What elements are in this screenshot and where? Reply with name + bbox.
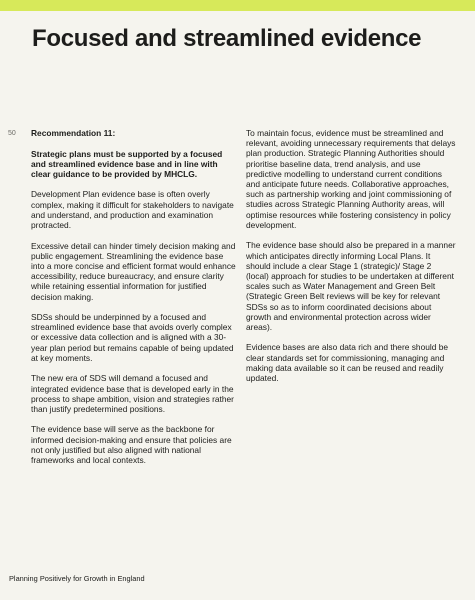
recommendation-heading: Recommendation 11:: [31, 128, 116, 138]
body-paragraph: The evidence base should also be prepared in a manner which anticipates directly informing Local Plans. It should include a clear Stage 1 (strategic)/ Stage 2 (local) approach for studies to be undertaken at different scales such as Water Management and Green Belt (Strategic Green Belt reviews will be key for relevant SDSs so as to inform coordinated decisions about growth and environmental protection across wider areas).: [246, 240, 456, 332]
top-accent-bar: [0, 0, 475, 11]
left-column: [31, 128, 239, 476]
recommendation-text: Strategic plans must be supported by a focused and streamlined evidence base and in line with clear guidance to be provided by MHCLG.: [31, 148, 223, 179]
page-number: 50: [8, 130, 16, 137]
body-paragraph: Evidence bases are also data rich and there should be clear standards set for commissioning, managing and making data available so it can be reused and readily updated.: [246, 342, 449, 384]
body-paragraph: To maintain focus, evidence must be streamlined and relevant, avoiding unnecessary requirements that delays plan production. Strategic Planning Authorities should prioritise baseline data, trend analysis, and use predictive modelling to understand current conditions and anticipate future needs. Collaborative approaches, such as partnership working and joint commissioning of studies across Strategic Planning Authority areas, will optimise resources while fostering consistency in policy development.: [246, 128, 456, 230]
body-paragraph: SDSs should be underpinned by a focused and streamlined evidence base that avoids overly complex or excessive data collection and is aligned with a 30-year plan period but remains capable of being updated at key moments.: [31, 312, 234, 363]
body-paragraph: The new era of SDS will demand a focused and integrated evidence base that is developed early in the process to shape ambition, vision and strategies rather than justify predetermined positions.: [31, 373, 234, 414]
body-paragraph: Development Plan evidence base is often overly complex, making it difficult for stakeholders to navigate and understand, and production and examination protracted.: [31, 189, 234, 231]
page-footer: Planning Positively for Growth in England: [9, 574, 145, 583]
right-column: [246, 128, 456, 394]
body-paragraph: Excessive detail can hinder timely decision making and public engagement. Streamlining the evidence base into a more concise and efficient format would enhance accessibility, reduce bureaucracy, and ensure clarity while retaining essential information for justified decision making.: [31, 240, 236, 302]
page-title: Focused and streamlined evidence: [32, 25, 422, 52]
body-paragraph: The evidence base will serve as the backbone for informed decision-making and ensure that policies are not only justified but also aligned with national frameworks and local contexts.: [31, 424, 232, 466]
